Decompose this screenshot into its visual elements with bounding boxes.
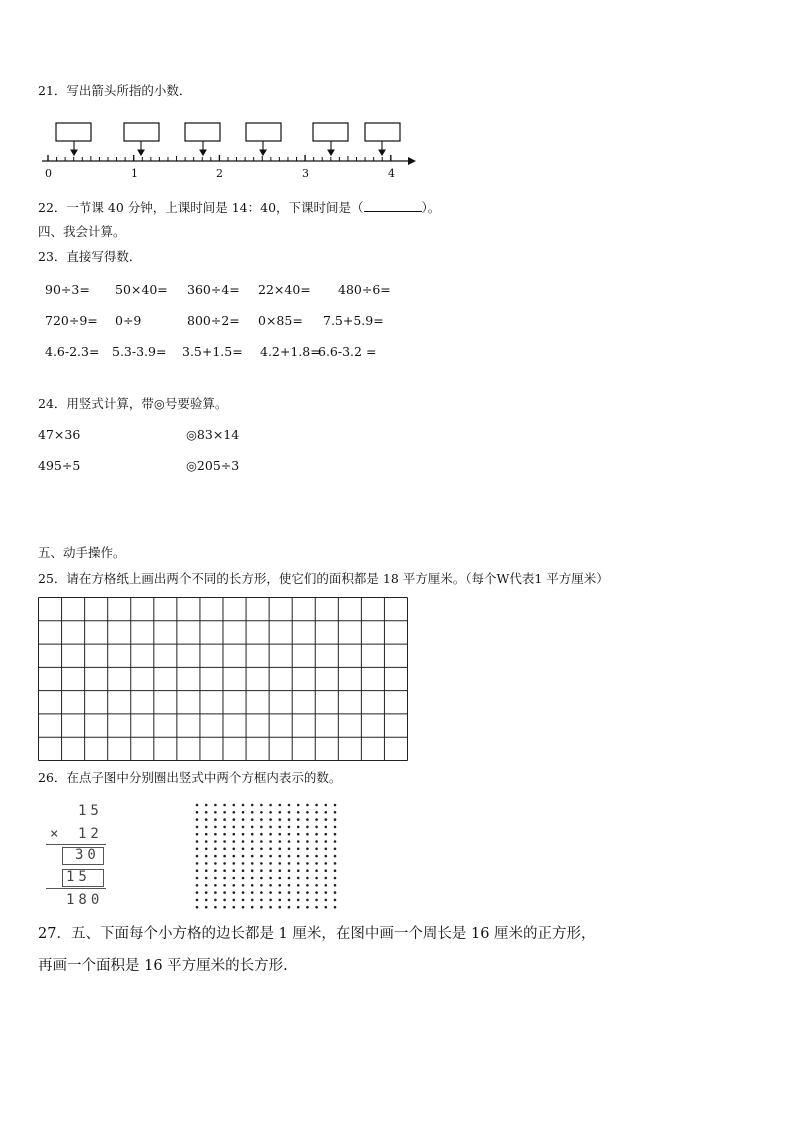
dot (306, 848, 309, 851)
q23-item: 360÷4= (187, 282, 240, 297)
dot (251, 891, 254, 894)
q25-prompt: 25．请在方格纸上画出两个不同的长方形，使它们的面积都是 18 平方厘米。（每个W代表1 平方厘米） (38, 571, 609, 586)
dot (334, 833, 337, 836)
dot (334, 818, 337, 821)
dot (242, 826, 245, 829)
dot (315, 884, 318, 887)
dot (297, 826, 300, 829)
dot (205, 818, 208, 821)
dot (279, 848, 282, 851)
dot (223, 811, 226, 814)
dot (251, 899, 254, 902)
dot (269, 855, 272, 858)
vm-top-number: 15 (78, 803, 103, 819)
dot (297, 855, 300, 858)
dot (196, 877, 199, 880)
dot (260, 862, 263, 865)
dot (325, 826, 328, 829)
dot (251, 906, 254, 909)
dot (269, 826, 272, 829)
dot (306, 804, 309, 807)
answer-box-1 (56, 123, 91, 141)
dot (223, 906, 226, 909)
dot (242, 818, 245, 821)
tick-label-4: 4 (388, 167, 395, 180)
dot (242, 891, 245, 894)
dot (279, 804, 282, 807)
q24-item: ◎83×14 (186, 427, 240, 442)
dot (242, 862, 245, 865)
dot (315, 906, 318, 909)
q23-item: 50×40= (115, 282, 168, 297)
dot (288, 833, 291, 836)
dot (260, 877, 263, 880)
dot (233, 826, 236, 829)
dot (334, 826, 337, 829)
dot (214, 884, 217, 887)
section4-heading: 四、我会计算。 (38, 224, 126, 239)
dot (315, 804, 318, 807)
dot (196, 855, 199, 858)
dot (279, 891, 282, 894)
dot (196, 826, 199, 829)
dot (223, 862, 226, 865)
dot (233, 884, 236, 887)
dot (279, 899, 282, 902)
dot (251, 862, 254, 865)
dot (315, 826, 318, 829)
dot (269, 848, 272, 851)
dot (297, 899, 300, 902)
q24-item: ◎205÷3 (186, 458, 240, 473)
dot (196, 804, 199, 807)
vm-multiplier: 12 (78, 826, 103, 842)
dot (251, 877, 254, 880)
q27-line-2: 再画一个面积是 16 平方厘米的长方形. (38, 958, 288, 974)
dot (233, 869, 236, 872)
dot (205, 833, 208, 836)
dot (196, 884, 199, 887)
tick-label-2: 2 (216, 167, 223, 180)
dot (269, 862, 272, 865)
dot (288, 818, 291, 821)
dot (214, 877, 217, 880)
dot (315, 899, 318, 902)
dot (269, 840, 272, 843)
dot (251, 869, 254, 872)
dot (214, 899, 217, 902)
dot (214, 869, 217, 872)
dot (279, 840, 282, 843)
dot (297, 840, 300, 843)
answer-box-2 (124, 123, 159, 141)
dot (325, 884, 328, 887)
dot (205, 804, 208, 807)
dot (297, 818, 300, 821)
dot (214, 891, 217, 894)
q26-prompt: 26．在点子图中分别圈出竖式中两个方框内表示的数。 (38, 770, 342, 785)
dot (325, 848, 328, 851)
vm-times-sign: × (50, 826, 59, 842)
vm-rule-1 (46, 844, 106, 845)
dot (269, 877, 272, 880)
dot (260, 833, 263, 836)
dot (306, 855, 309, 858)
q23-item: 0×85= (258, 313, 303, 328)
answer-box-3 (185, 123, 220, 141)
dot (260, 811, 263, 814)
dot (334, 869, 337, 872)
dot (325, 899, 328, 902)
dot (214, 862, 217, 865)
dot (251, 884, 254, 887)
dot (196, 891, 199, 894)
dot (223, 855, 226, 858)
dot (325, 840, 328, 843)
dot (214, 840, 217, 843)
dot (297, 884, 300, 887)
q24-prompt: 24．用竖式计算，带◎号要验算。 (38, 396, 228, 411)
dot (242, 906, 245, 909)
dot (288, 877, 291, 880)
dot (233, 818, 236, 821)
dot (214, 826, 217, 829)
dot (297, 811, 300, 814)
dot (288, 862, 291, 865)
dot (196, 906, 199, 909)
dot (279, 862, 282, 865)
dot (279, 884, 282, 887)
q23-item: 480÷6= (338, 282, 391, 297)
dot (196, 862, 199, 865)
dot (306, 840, 309, 843)
answer-box-5 (313, 123, 348, 141)
q22-text-after: ）。 (421, 200, 441, 215)
dot (223, 818, 226, 821)
dot (288, 840, 291, 843)
dot (260, 818, 263, 821)
answer-box-6 (365, 123, 400, 141)
dot (205, 862, 208, 865)
dot (288, 884, 291, 887)
dot (205, 811, 208, 814)
dot (251, 848, 254, 851)
dot (242, 877, 245, 880)
dot (288, 855, 291, 858)
dot (279, 818, 282, 821)
dot (233, 862, 236, 865)
tick-label-3: 3 (302, 167, 309, 180)
dot (260, 906, 263, 909)
dot (251, 811, 254, 814)
q24-item: 47×36 (38, 427, 81, 442)
dot (251, 818, 254, 821)
dot (297, 833, 300, 836)
dot (288, 804, 291, 807)
tick-label-0: 0 (45, 167, 52, 180)
dot (196, 833, 199, 836)
dot (334, 884, 337, 887)
dot (306, 862, 309, 865)
dot (251, 804, 254, 807)
dot (223, 826, 226, 829)
dot (325, 833, 328, 836)
dot (242, 884, 245, 887)
dot (233, 891, 236, 894)
q27-line-1: 27．五、下面每个小方格的边长都是 1 厘米，在图中画一个周长是 16 厘米的正方形， (38, 926, 596, 942)
dot (325, 804, 328, 807)
dot (306, 877, 309, 880)
dot-grid[interactable] (194, 802, 344, 912)
dot (223, 884, 226, 887)
dot (315, 811, 318, 814)
dot (269, 804, 272, 807)
dot (306, 869, 309, 872)
dot (315, 869, 318, 872)
dot (306, 811, 309, 814)
dot (269, 811, 272, 814)
dot (233, 906, 236, 909)
dot (288, 811, 291, 814)
dot (315, 848, 318, 851)
q23-item: 3.5+1.5= (182, 344, 243, 359)
dot (196, 848, 199, 851)
dot (269, 818, 272, 821)
tick-label-1: 1 (131, 167, 138, 180)
dot (233, 899, 236, 902)
dot (223, 899, 226, 902)
dot (205, 891, 208, 894)
dot (196, 899, 199, 902)
dot (297, 906, 300, 909)
q23-prompt: 23．直接写得数． (38, 249, 142, 264)
dot (279, 869, 282, 872)
dot (233, 848, 236, 851)
dot (233, 804, 236, 807)
q22-text-before: 22．一节课 40 分钟，上课时间是 14：40，下课时间是（ (38, 200, 364, 215)
dot (279, 855, 282, 858)
dot (233, 840, 236, 843)
dot (325, 855, 328, 858)
dot (251, 833, 254, 836)
dot (260, 891, 263, 894)
dot (334, 840, 337, 843)
dot (196, 869, 199, 872)
dot (260, 826, 263, 829)
dot (196, 811, 199, 814)
dot (260, 804, 263, 807)
dot (251, 855, 254, 858)
dot (306, 906, 309, 909)
dot (306, 826, 309, 829)
dot (205, 848, 208, 851)
dot (214, 906, 217, 909)
dot (325, 818, 328, 821)
dot (214, 818, 217, 821)
dot (279, 833, 282, 836)
dot (260, 855, 263, 858)
q23-item: 4.2+1.8= (260, 344, 321, 359)
dot (260, 884, 263, 887)
dot (269, 891, 272, 894)
dot (306, 899, 309, 902)
vm-rule-2 (46, 888, 106, 889)
dot (242, 804, 245, 807)
q23-item: 22×40= (258, 282, 311, 297)
answer-box-4 (246, 123, 281, 141)
dot (288, 826, 291, 829)
dot (242, 899, 245, 902)
q23-item: 0÷9 (115, 313, 142, 328)
q22-line (38, 199, 440, 216)
dot (269, 884, 272, 887)
dot (325, 891, 328, 894)
dot (297, 862, 300, 865)
dot (334, 848, 337, 851)
dot (242, 869, 245, 872)
q23-item: 90÷3= (45, 282, 90, 297)
dot (242, 855, 245, 858)
dot (242, 811, 245, 814)
dot (260, 899, 263, 902)
dot (205, 884, 208, 887)
dot (214, 833, 217, 836)
dot (315, 877, 318, 880)
dot (325, 869, 328, 872)
dot (223, 891, 226, 894)
q22-answer-blank[interactable] (364, 199, 422, 212)
dot (306, 891, 309, 894)
dot (205, 855, 208, 858)
dot (306, 884, 309, 887)
dot (233, 833, 236, 836)
dot (242, 840, 245, 843)
dot (315, 840, 318, 843)
dot (196, 840, 199, 843)
dot (223, 804, 226, 807)
square-grid[interactable] (38, 597, 408, 761)
dot (325, 862, 328, 865)
dot (297, 877, 300, 880)
dot (334, 899, 337, 902)
dot (288, 869, 291, 872)
dot (214, 848, 217, 851)
dot (315, 818, 318, 821)
dot (334, 877, 337, 880)
dot (269, 899, 272, 902)
dot (223, 840, 226, 843)
number-line (40, 120, 460, 180)
dot (306, 818, 309, 821)
q24-item: 495÷5 (38, 458, 81, 473)
dot (205, 826, 208, 829)
dot (279, 906, 282, 909)
dot (223, 848, 226, 851)
q23-item: 800÷2= (187, 313, 240, 328)
dot (223, 877, 226, 880)
dot (334, 862, 337, 865)
dot (242, 848, 245, 851)
dot (233, 877, 236, 880)
dot (334, 811, 337, 814)
dot (214, 804, 217, 807)
dot (251, 826, 254, 829)
dot (288, 899, 291, 902)
dot (260, 848, 263, 851)
dot (315, 833, 318, 836)
dot (334, 855, 337, 858)
dot (214, 811, 217, 814)
dot (315, 862, 318, 865)
dot (251, 840, 254, 843)
dot (297, 869, 300, 872)
dot (205, 877, 208, 880)
dot (297, 804, 300, 807)
dot (325, 877, 328, 880)
dot (288, 906, 291, 909)
q23-item: 5.3-3.9= (112, 344, 167, 359)
dot (269, 833, 272, 836)
dot (205, 906, 208, 909)
dot (288, 848, 291, 851)
dot (325, 906, 328, 909)
dot (260, 869, 263, 872)
dot (279, 826, 282, 829)
section5-heading: 五、动手操作。 (38, 545, 126, 560)
dot (196, 818, 199, 821)
dot (223, 869, 226, 872)
dot (279, 877, 282, 880)
dot (315, 891, 318, 894)
dot (315, 855, 318, 858)
vm-partial-2: 15 (66, 869, 91, 885)
dot (233, 855, 236, 858)
dot (223, 833, 226, 836)
q23-item: 720÷9= (45, 313, 98, 328)
dot (334, 804, 337, 807)
dot (205, 899, 208, 902)
q23-item: 4.6-2.3= (45, 344, 100, 359)
dot (269, 906, 272, 909)
vm-product: 180 (66, 892, 104, 908)
dot (297, 891, 300, 894)
dot (325, 811, 328, 814)
dot (269, 869, 272, 872)
dot (279, 811, 282, 814)
dot (260, 840, 263, 843)
q23-item: 6.6-3.2 = (318, 344, 377, 359)
dot (214, 855, 217, 858)
vm-partial-1: 30 (75, 847, 100, 863)
dot (334, 891, 337, 894)
dot (205, 840, 208, 843)
dot (297, 848, 300, 851)
q21-prompt: 21．写出箭头所指的小数． (38, 83, 192, 98)
dot (288, 891, 291, 894)
dot (242, 833, 245, 836)
dot (334, 906, 337, 909)
q23-item: 7.5+5.9= (323, 313, 384, 328)
dot (233, 811, 236, 814)
dot (306, 833, 309, 836)
dot (205, 869, 208, 872)
